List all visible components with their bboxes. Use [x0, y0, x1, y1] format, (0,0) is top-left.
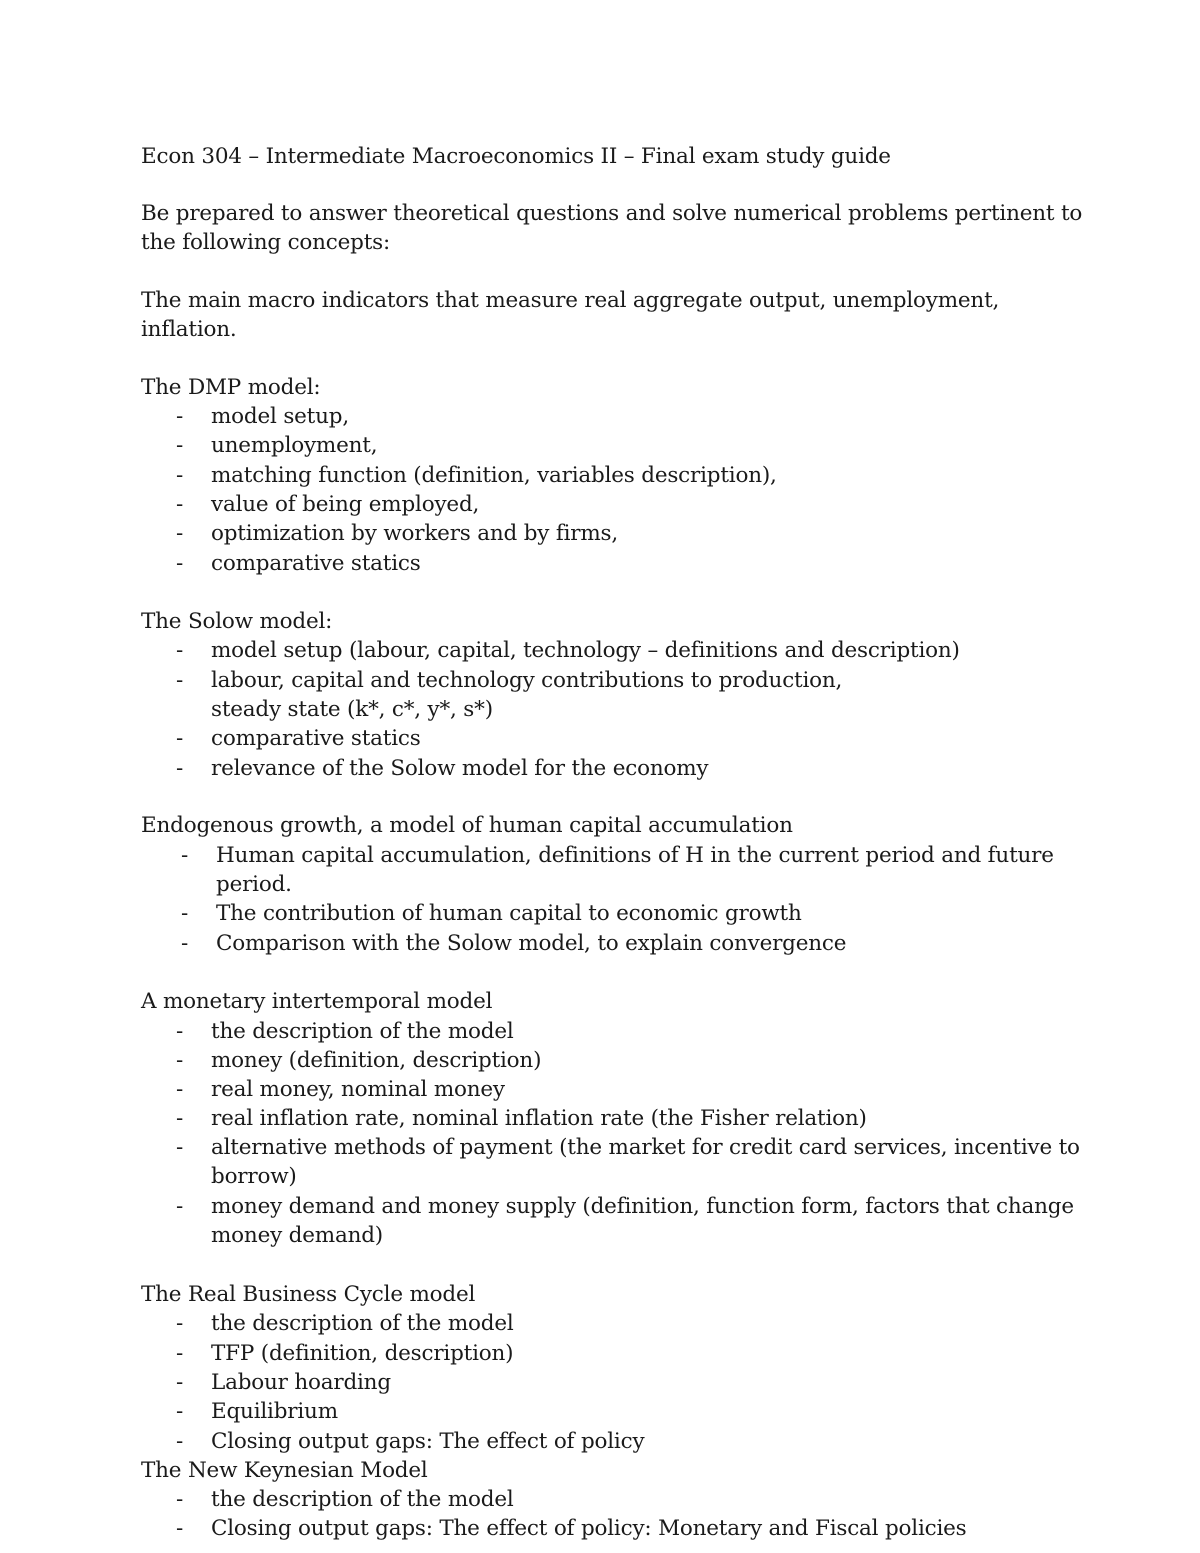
- bullet-dash: -: [176, 521, 184, 546]
- document-title: Econ 304 – Intermediate Macroeconomics II – Final exam study guide: [141, 144, 891, 169]
- endogenous-heading: Endogenous growth, a model of human capital accumulation: [141, 813, 793, 838]
- bullet-dash: -: [176, 404, 184, 429]
- bullet-dash: -: [176, 1487, 184, 1512]
- list-item: the description of the model: [211, 1019, 514, 1044]
- bullet-dash: -: [176, 1048, 184, 1073]
- list-item: money (definition, description): [211, 1048, 542, 1073]
- dmp-heading: The DMP model:: [141, 375, 321, 400]
- list-item: the description of the model: [211, 1311, 514, 1336]
- list-item: unemployment,: [211, 433, 378, 458]
- list-item: labour, capital and technology contributions to production,: [211, 668, 843, 693]
- list-item: Human capital accumulation, definitions of H in the current period and future: [216, 843, 1054, 868]
- bullet-dash: -: [176, 756, 184, 781]
- bullet-dash: -: [176, 463, 184, 488]
- bullet-dash: -: [176, 1135, 184, 1160]
- list-item: optimization by workers and by firms,: [211, 521, 619, 546]
- rbc-heading: The Real Business Cycle model: [141, 1282, 476, 1307]
- bullet-dash: -: [181, 931, 189, 956]
- list-item: comparative statics: [211, 551, 421, 576]
- list-item: real inflation rate, nominal inflation rate (the Fisher relation): [211, 1106, 867, 1131]
- bullet-dash: -: [176, 1399, 184, 1424]
- bullet-dash: -: [181, 843, 189, 868]
- bullet-dash: -: [176, 1194, 184, 1219]
- bullet-dash: -: [176, 726, 184, 751]
- bullet-dash: -: [176, 638, 184, 663]
- solow-heading: The Solow model:: [141, 609, 333, 634]
- list-item-continuation: borrow): [211, 1164, 297, 1189]
- list-item: Comparison with the Solow model, to explain convergence: [216, 931, 847, 956]
- bullet-dash: -: [176, 668, 184, 693]
- list-item: model setup (labour, capital, technology – definitions and description): [211, 638, 960, 663]
- list-item: Equilibrium: [211, 1399, 338, 1424]
- list-item: value of being employed,: [211, 492, 480, 517]
- bullet-dash: -: [176, 1077, 184, 1102]
- list-item-continuation: period.: [216, 872, 292, 897]
- indicators-line-1: The main macro indicators that measure real aggregate output, unemployment,: [141, 288, 1000, 313]
- list-item: Closing output gaps: The effect of policy: Monetary and Fiscal policies: [211, 1516, 967, 1541]
- bullet-dash: -: [176, 492, 184, 517]
- list-item: TFP (definition, description): [211, 1341, 514, 1366]
- list-item: real money, nominal money: [211, 1077, 505, 1102]
- bullet-dash: -: [176, 1429, 184, 1454]
- list-item: Closing output gaps: The effect of policy: [211, 1429, 645, 1454]
- list-item: relevance of the Solow model for the economy: [211, 756, 709, 781]
- list-item: comparative statics: [211, 726, 421, 751]
- list-item: the description of the model: [211, 1487, 514, 1512]
- list-item: money demand and money supply (definition, function form, factors that change: [211, 1194, 1074, 1219]
- bullet-dash: -: [181, 901, 189, 926]
- nk-heading: The New Keynesian Model: [141, 1458, 428, 1483]
- bullet-dash: -: [176, 1106, 184, 1131]
- list-item: model setup,: [211, 404, 349, 429]
- indicators-line-2: inflation.: [141, 317, 237, 342]
- bullet-dash: -: [176, 433, 184, 458]
- list-item-continuation: money demand): [211, 1223, 383, 1248]
- bullet-dash: -: [176, 1516, 184, 1541]
- list-item: matching function (definition, variables description),: [211, 463, 777, 488]
- bullet-dash: -: [176, 1370, 184, 1395]
- list-item: The contribution of human capital to economic growth: [216, 901, 802, 926]
- intro-line-1: Be prepared to answer theoretical questions and solve numerical problems pertinent to: [141, 201, 1083, 226]
- bullet-dash: -: [176, 551, 184, 576]
- list-item: alternative methods of payment (the market for credit card services, incentive to: [211, 1135, 1080, 1160]
- bullet-dash: -: [176, 1341, 184, 1366]
- bullet-dash: -: [176, 1311, 184, 1336]
- intro-line-2: the following concepts:: [141, 230, 391, 255]
- list-item-continuation: steady state (k*, c*, y*, s*): [211, 697, 493, 722]
- bullet-dash: -: [176, 1019, 184, 1044]
- monetary-heading: A monetary intertemporal model: [141, 989, 493, 1014]
- list-item: Labour hoarding: [211, 1370, 391, 1395]
